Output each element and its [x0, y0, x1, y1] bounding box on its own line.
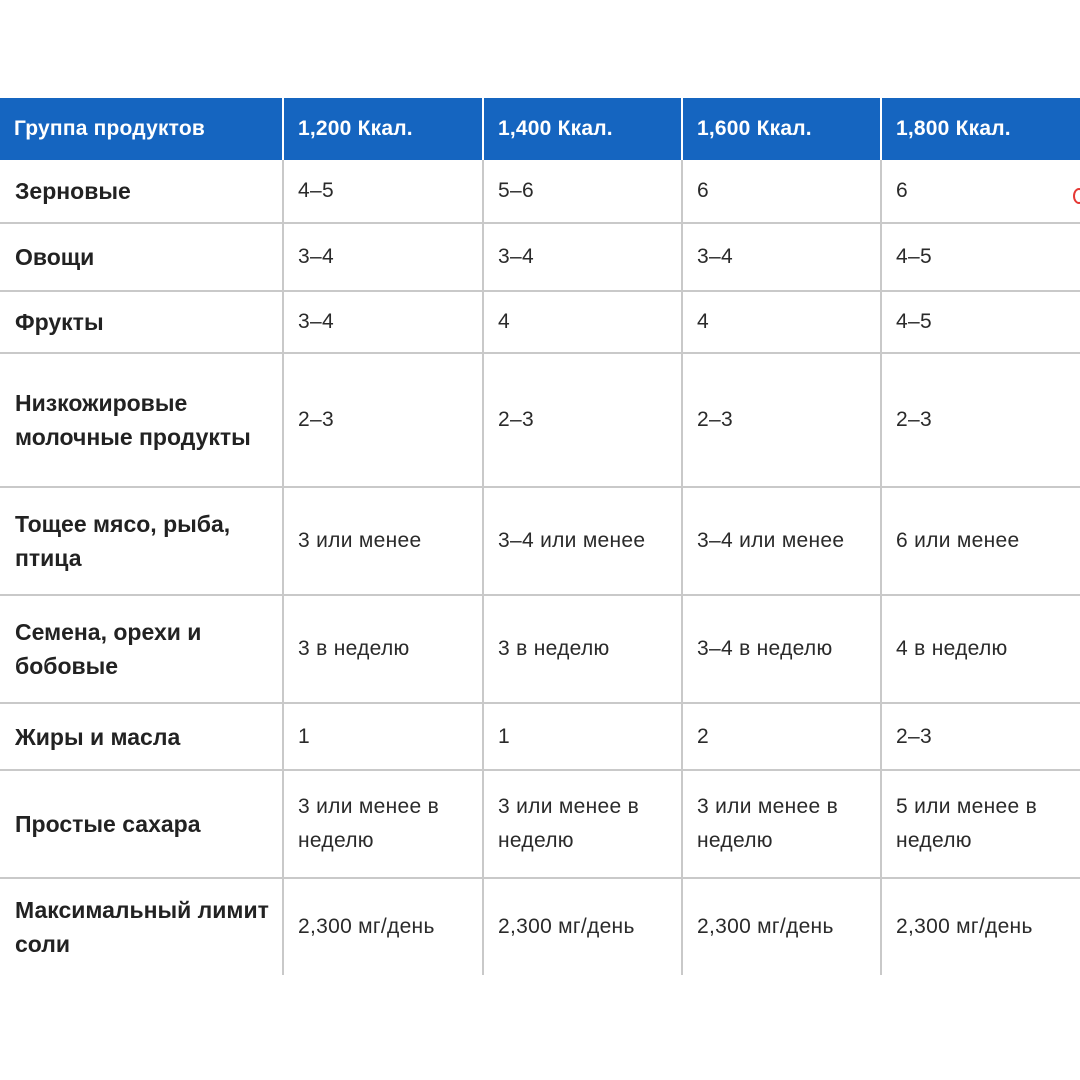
row-group-label: Жиры и масла — [0, 703, 283, 770]
header-cal-1400: 1,400 Ккал. — [483, 98, 682, 160]
diet-table — [0, 98, 1080, 975]
header-cal-1800: 1,800 Ккал. — [881, 98, 1080, 160]
cell-value: 6 или менее — [881, 487, 1080, 595]
table-row — [0, 770, 1080, 878]
row-group-label: Максимальный лимит соли — [0, 878, 283, 975]
row-group-label: Семена, орехи и бобовые — [0, 595, 283, 703]
cell-value: 2–3 — [283, 353, 483, 487]
cell-value: 2,300 мг/день — [283, 878, 483, 975]
table-row — [0, 223, 1080, 291]
table-row — [0, 703, 1080, 770]
cropped-edge-marker — [1073, 188, 1080, 204]
cell-value: 3–4 — [283, 223, 483, 291]
table-row — [0, 878, 1080, 975]
header-group: Группа продуктов — [0, 98, 283, 160]
cell-value: 2,300 мг/день — [682, 878, 881, 975]
cell-value: 3–4 — [483, 223, 682, 291]
table-row — [0, 353, 1080, 487]
diet-table-container — [0, 98, 1080, 975]
cell-value: 3 или менее в неделю — [283, 770, 483, 878]
cell-value: 3 в неделю — [283, 595, 483, 703]
cell-value: 3–4 или менее — [682, 487, 881, 595]
cell-value: 2–3 — [881, 703, 1080, 770]
cell-value: 1 — [283, 703, 483, 770]
cell-value: 2–3 — [483, 353, 682, 487]
table-row — [0, 160, 1080, 223]
cell-value: 2–3 — [881, 353, 1080, 487]
table-row — [0, 291, 1080, 353]
header-cal-1200: 1,200 Ккал. — [283, 98, 483, 160]
cell-value: 5 или менее в неделю — [881, 770, 1080, 878]
row-group-label: Фрукты — [0, 291, 283, 353]
cell-value: 2 — [682, 703, 881, 770]
cell-value: 3–4 или менее — [483, 487, 682, 595]
cell-value: 4–5 — [881, 291, 1080, 353]
cell-value: 4 в неделю — [881, 595, 1080, 703]
cell-value: 3 или менее в неделю — [483, 770, 682, 878]
table-header-row — [0, 98, 1080, 160]
row-group-label: Тощее мясо, рыба, птица — [0, 487, 283, 595]
cell-value: 3–4 — [682, 223, 881, 291]
cell-value: 3 в неделю — [483, 595, 682, 703]
cell-value: 6 — [682, 160, 881, 223]
row-group-label: Простые сахара — [0, 770, 283, 878]
cell-value: 4–5 — [881, 223, 1080, 291]
cell-value: 2,300 мг/день — [483, 878, 682, 975]
cell-value: 2–3 — [682, 353, 881, 487]
cell-value: 4 — [483, 291, 682, 353]
cell-value: 4–5 — [283, 160, 483, 223]
row-group-label: Зерновые — [0, 160, 283, 223]
cell-value: 3 или менее в неделю — [682, 770, 881, 878]
row-group-label: Овощи — [0, 223, 283, 291]
table-row — [0, 487, 1080, 595]
row-group-label: Низкожировые молочные продукты — [0, 353, 283, 487]
cell-value: 3 или менее — [283, 487, 483, 595]
cell-value: 2,300 мг/день — [896, 915, 1033, 938]
table-row — [0, 595, 1080, 703]
cell-value: 5–6 — [483, 160, 682, 223]
cell-value: 6 — [881, 160, 1080, 223]
cell-value: 4 — [682, 291, 881, 353]
cell-value: 1 — [483, 703, 682, 770]
cell-value: 3–4 — [283, 291, 483, 353]
header-cal-1600: 1,600 Ккал. — [682, 98, 881, 160]
cell-value: 3–4 в неделю — [682, 595, 881, 703]
